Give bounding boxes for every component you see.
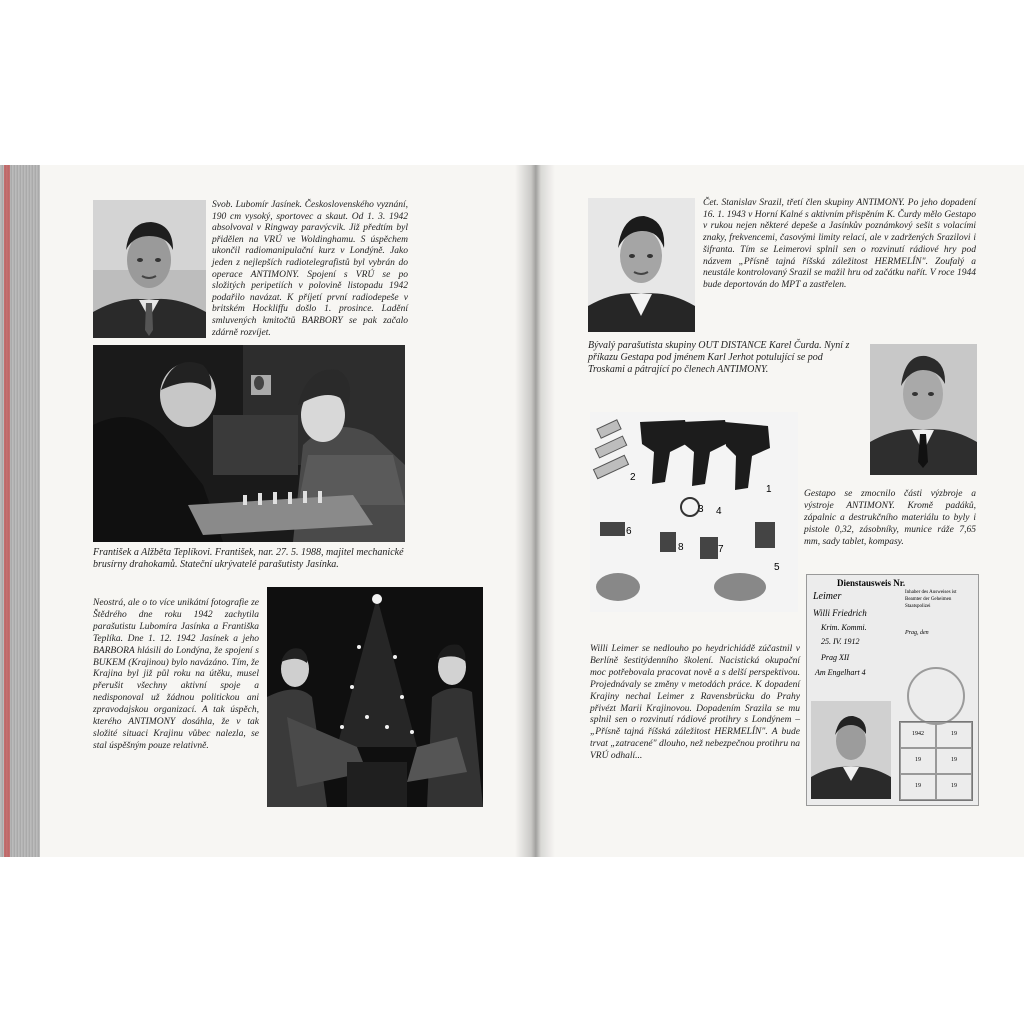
id-card-place: Prag XII — [821, 653, 850, 662]
photo-christmas-eve — [267, 587, 483, 807]
id-card-street: Am Engelhart 4 — [815, 668, 866, 677]
grid-cell: 19 — [900, 748, 936, 774]
caption-christmas: Neostrá, ale o to více unikátní fotografie ze Štědrého dne roku 1942 zachytila parašutistu Lubomíra Jasínka a Františka Teplíka. Dne 1. 12. 1942 Jasínek a jeho BARBORA hlásili do Londýna, že spojení s BUKEM (Krajinou) bylo navázáno. Tím, že Krajina byl již půl roku na útěku, musel přerušit všechny aktivní spoje a nedisponoval už žádnou politickou ani zpravodajskou organizací. A tak úspěch, kterého ANTIMONY dosáhla, že v tak složité situaci Krajinu vůbec nalezla, se stal úspěšným pouze relativně. — [93, 598, 259, 751]
grid-cell: 1942 — [900, 722, 936, 748]
label-8: 8 — [678, 542, 684, 553]
photo-teplik-chess — [93, 345, 405, 542]
id-card-surname: Leimer — [813, 591, 842, 602]
caption-srazil: Čet. Stanislav Srazil, třetí člen skupiny ANTIMONY. Po jeho dopadení 16. 1. 1943 v Horní Kalné s aktivním přispěním K. Čurdy mělo Gestapo v rukou nejen některé depeše a Jasínkův poznámkový sešit s volacími znaky, frekvencemi, časovými limity relací, ale v zadržených Srazilovi i šifranta. Tím se Leimerovi splnil sen o rozvinutí rádiové hry pod názvem „Přísně tajná říšská záležitost HERMELÍN". Zoufalý a neustále kontrolovaný Srazil se mažil hru od začátku nařít. V roce 1944 bude deportován do MPT a zastřelen. — [703, 198, 976, 290]
id-card-given-name: Willi Friedrich — [813, 608, 867, 618]
label-2: 2 — [630, 472, 636, 483]
id-card-date: 25. IV. 1912 — [821, 637, 860, 646]
id-card-photo — [811, 701, 891, 799]
label-5: 5 — [774, 562, 780, 573]
label-3: 3 — [698, 504, 704, 515]
photo-curda-portrait — [870, 344, 977, 475]
grid-cell: 19 — [900, 774, 936, 800]
id-card-header: Dienstausweis Nr. — [837, 578, 906, 588]
label-7: 7 — [718, 544, 724, 555]
id-card-side-text: Inhaber des Ausweises ist Beamter der Geheimen Staatspolizei — [905, 590, 957, 609]
id-card-stamp — [907, 667, 965, 725]
page-edges — [0, 165, 40, 857]
grid-cell: 19 — [936, 722, 972, 748]
edge-stain — [4, 165, 10, 857]
id-card-valid-label: Prag, den — [905, 630, 929, 636]
photo-jasinek-portrait — [93, 200, 206, 338]
book-gutter — [515, 165, 555, 857]
id-card-rank: Krim. Kommi. — [821, 623, 867, 632]
caption-jasinek: Svob. Lubomír Jasínek. Československého vyznání, 190 cm vysoký, sportovec a skaut. Od 1. 3. 1942 absolvoval v Ringway paravýcvik. Již předtím byl přidělen na VRÚ ve Woldinghamu. S úspěchem ukončil radiomanipulační kurz v Londýně. Jako jeden z nejlepších radiotelegrafistů byl vybrán do operace ANTIMONY. Spojení s VRÚ se po složitých peripetiích v polovině listopadu 1942 podařilo navázat. K příjetí první radiodepeše v britském Hockliffu došlo 1. prosince. Ladění smluvených kmitočtů BARBORY se pak začalo zdárně rozvíjet. — [212, 200, 408, 338]
caption-leimer: Willi Leimer se nedlouho po heydrichiádě zúčastnil v Berlíně šestitýdenního školení. Nacistická okupační moc potřebovala pracovat nově a s delší perspektivou. Projednávaly se změny v metodách práce. K dopadení Krajiny nechal Leimer z Ravensbrücku do Prahy přivézt Marii Krajinovou. Dopadením Srazila se mu splnil sen o rozvinutí rádiové protihry s Londýnem – „Přísně tajná říšská záležitost HERMELÍN". A bude trvat „zatracené" dlouho, než nebezpečnou protihru na VRÚ odhalí... — [590, 644, 800, 762]
caption-teplik: František a Alžběta Teplíkovi. František, nar. 27. 5. 1988, majitel mechanické brusírny drahokamů. Stateční ukrývatelé parašutisty Jasínka. — [93, 547, 404, 570]
label-1: 1 — [766, 484, 772, 495]
grid-cell: 19 — [936, 748, 972, 774]
label-6: 6 — [626, 526, 632, 537]
photo-srazil-portrait — [588, 198, 695, 332]
grid-cell: 19 — [936, 774, 972, 800]
caption-weapons: Gestapo se zmocnilo části výzbroje a výstroje ANTIMONY. Kromě padáků, zápalnic a destrukčního materiálu to byly i pistole 0,32, zásobníky, munice ráže 7,65 mm, sady tablet, kompasy. — [804, 489, 976, 547]
id-card-leimer — [806, 574, 979, 806]
caption-curda: Bývalý parašutista skupiny OUT DISTANCE Karel Čurda. Nyní z příkazu Gestapa pod jménem Karl Jerhot potulující se pod Troskami a pátrající po členech ANTIMONY. — [588, 340, 850, 375]
label-4: 4 — [716, 506, 722, 517]
id-card-validity-grid — [899, 721, 973, 801]
photo-weapons-equipment — [590, 412, 798, 612]
